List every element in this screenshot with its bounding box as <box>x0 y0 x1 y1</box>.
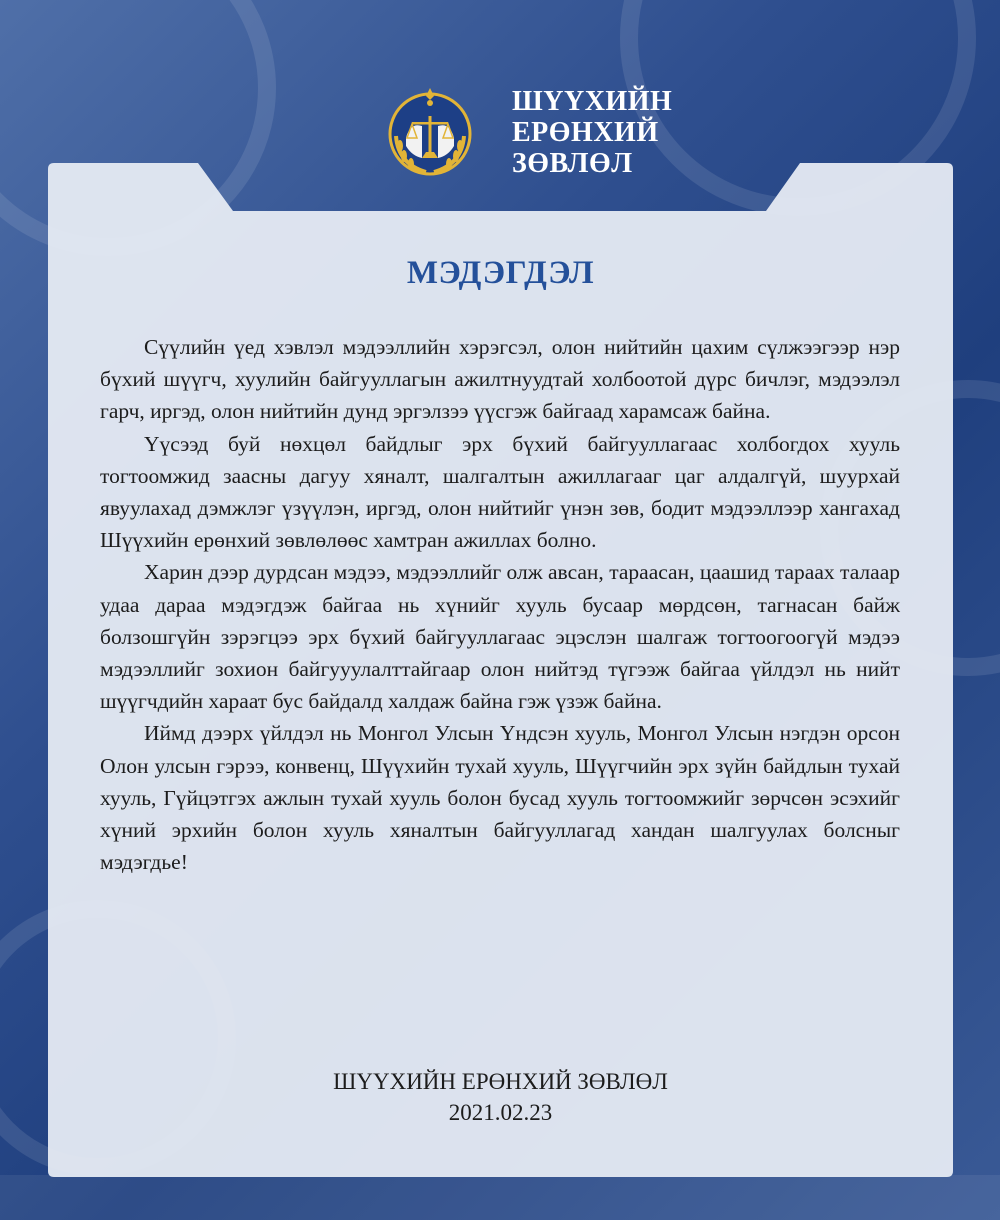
signature-organization: ШҮҮХИЙН ЕРӨНХИЙ ЗӨВЛӨЛ <box>333 1069 668 1094</box>
notice-paragraph: Харин дээр дурдсан мэдээ, мэдээллийг олж авсан, тараасан, цаашид тараах талаар удаа дараа мэдэгдэж байгаа нь хүнийг хууль бусаар мөрдсөн, тагнасан байж болзошгүйн зэрэгцээ эрх бүхий байгууллагаас эцэслэн шалгаж тогтоогоогүй мэдээ мэдээллийг зохион байгууулалттайгаар олон нийтэд түгээж байгаа үйлдэл нь нийт шүүгчдийн хараат бус байдалд халдаж байна гэж үзэж байна. <box>100 560 900 714</box>
signature-block <box>48 1066 953 1128</box>
notice-paragraph: Үүсээд буй нөхцөл байдлыг эрх бүхий байгууллагаас холбогдох хууль тогтоомжид заасны дагуу хяналт, шалгалтын ажиллагааг цаг алдалгүй, шуурхай явуулахад дэмжлэг үзүүлэн, иргэд, олон нийтийг үнэн зөв, бодит мэдээллээр хангахад Шүүхийн ерөнхий зөвлөлөөс хамтран ажиллах болно. <box>100 431 900 553</box>
notice-paragraph: Сүүлийн үед хэвлэл мэдээллийн хэрэгсэл, олон нийтийн цахим сүлжээгээр нэр бүхий шүүгч, хуулийн байгууллагын ажилтнуудтай холбоотой дүрс бичлэг, мэдээлэл гарч, иргэд, олон нийтийн дунд эргэлзээ үүсгэж байгаад харамсаж байна. <box>100 335 900 424</box>
notice-panel <box>48 163 953 1177</box>
notice-paragraph: Иймд дээрх үйлдэл нь Монгол Улсын Үндсэн хууль, Монгол Улсын нэгдэн орсон Олон улсын гэрээ, конвенц, Шүүхийн тухай хууль, Шүүгчийн эрх зүйн байдлын тухай хууль, Гүйцэтгэх ажлын тухай хууль болон бусад хууль тогтоомжийг зөрчсөн эсэхийг хүний эрхийн болон хууль хяналтын байгууллагад хандан шалгуулах болсныг мэдэгдье! <box>100 721 900 875</box>
org-name-line-1: ШҮҮХИЙН <box>512 86 673 117</box>
org-name-line-2: ЕРӨНХИЙ <box>512 117 659 148</box>
org-name-line-3: ЗӨВЛӨЛ <box>512 148 633 179</box>
notice-body <box>100 331 900 878</box>
notice-date: 2021.02.23 <box>448 1100 553 1125</box>
notice-title: МЭДЭГДЭЛ <box>406 255 595 291</box>
